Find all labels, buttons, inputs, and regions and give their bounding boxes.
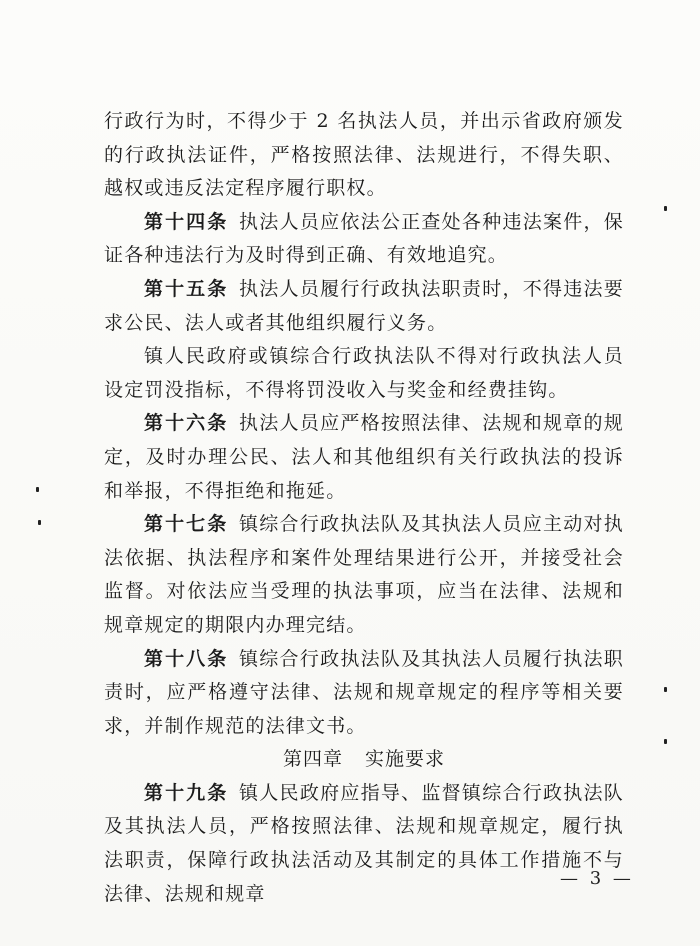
- paragraph-text: 镇人民政府应指导、监督镇综合行政执法队及其执法人员，严格按照法律、法规和规章规定，履行执法职责，保障行政执法活动及其制定的具体工作措施不与法律、法规和规章: [104, 781, 624, 905]
- scan-speck: [664, 687, 667, 692]
- paragraph-text: 执法人员应严格按照法律、法规和规章的规定，及时办理公民、法人和其他组织有关行政执法的投诉和举报，不得拒绝和拖延。: [104, 412, 624, 502]
- article-paragraph: [104, 273, 624, 340]
- page-number: — 3 —: [560, 868, 634, 889]
- document-body: [104, 105, 624, 911]
- article-number: 第十九条: [144, 781, 229, 804]
- article-number: 第十六条: [144, 412, 229, 435]
- article-number: 第十七条: [144, 513, 229, 536]
- body-paragraph: [104, 340, 624, 407]
- chapter-title: 实施要求: [365, 748, 446, 771]
- paragraph-text: 行政行为时，不得少于 2 名执法人员，并出示省政府颁发的行政执法证件，严格按照法律、法规进行，不得失职、越权或违反法定程序履行职权。: [104, 110, 624, 200]
- article-number: 第十四条: [144, 210, 229, 233]
- chapter-number: 第四章: [282, 748, 343, 771]
- article-paragraph: [104, 643, 624, 744]
- paragraph-text: 执法人员应依法公正查处各种违法案件，保证各种违法行为及时得到正确、有效地追究。: [104, 210, 624, 267]
- paragraph-text: 镇综合行政执法队及其执法人员履行执法职责时，应严格遵守法律、法规和规章规定的程序等相关要求，并制作规范的法律文书。: [104, 647, 624, 737]
- paragraph-text: 执法人员履行行政执法职责时，不得违法要求公民、法人或者其他组织履行义务。: [104, 277, 624, 334]
- scan-speck: [38, 520, 41, 525]
- article-number: 第十五条: [144, 277, 229, 300]
- article-paragraph: [104, 407, 624, 508]
- paragraph-text: 镇人民政府或镇综合行政执法队不得对行政执法人员设定罚没指标，不得将罚没收入与奖金和经费挂钩。: [104, 345, 624, 401]
- scan-speck: [664, 739, 667, 744]
- scan-speck: [664, 206, 667, 211]
- body-paragraph: [104, 105, 624, 206]
- scan-speck: [36, 487, 39, 492]
- paragraphs-before-chapter: [104, 105, 624, 743]
- paragraphs-after-chapter: [104, 777, 624, 911]
- article-paragraph: [104, 777, 624, 911]
- article-paragraph: [104, 508, 624, 642]
- article-paragraph: [104, 206, 624, 273]
- chapter-heading: [104, 743, 624, 777]
- paragraph-text: 镇综合行政执法队及其执法人员应主动对执法依据、执法程序和案件处理结果进行公开，并接受社会监督。对依法应当受理的执法事项，应当在法律、法规和规章规定的期限内办理完结。: [104, 513, 624, 636]
- article-number: 第十八条: [144, 647, 229, 670]
